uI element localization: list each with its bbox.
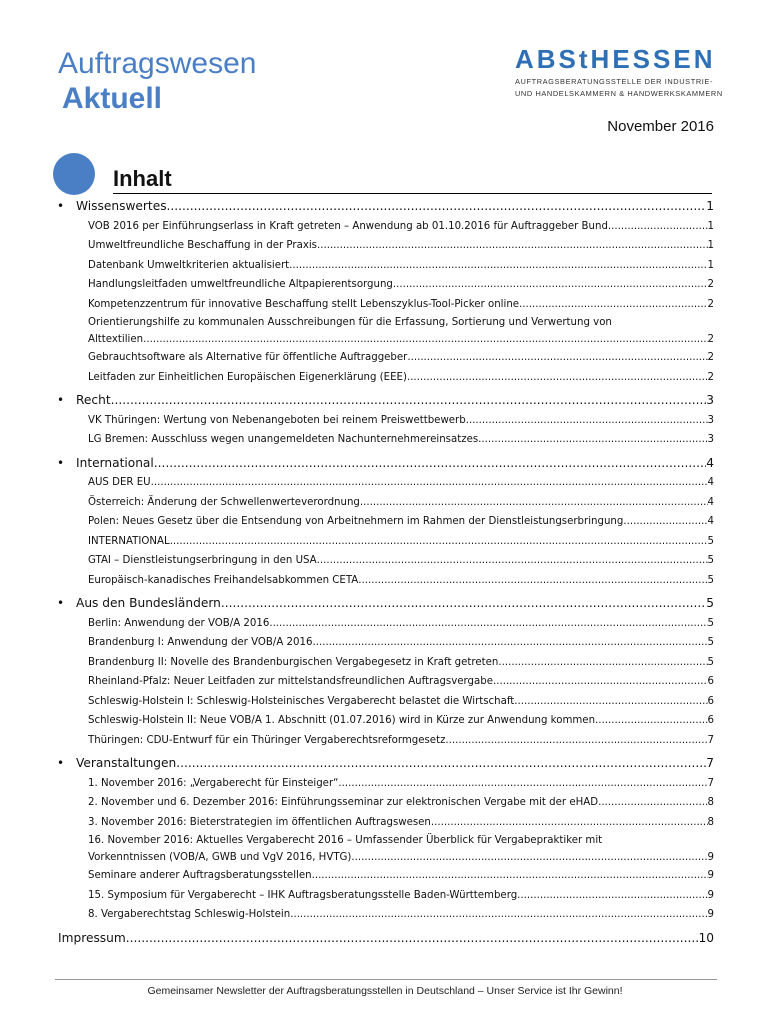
toc-entry-title: 1. November 2016: „Vergaberecht für Einsteiger“: [88, 777, 339, 789]
table-of-contents: [56, 197, 714, 948]
toc-page-number: 7: [707, 734, 714, 746]
toc-item[interactable]: [56, 774, 714, 794]
dot-leader: [143, 331, 707, 348]
toc-entry-title: Brandenburg II: Novelle des Brandenburgischen Vergabegesetz in Kraft getreten: [88, 656, 499, 668]
dot-leader: [269, 614, 707, 634]
toc-entry-title: 15. Symposium für Vergaberecht – IHK Auftragsberatungsstelle Baden-Württemberg: [88, 889, 518, 901]
toc-page-number: 10: [698, 930, 714, 945]
dot-leader: [170, 532, 708, 552]
toc-page-number: 9: [707, 909, 714, 921]
toc-page-number: 5: [707, 574, 714, 586]
toc-item[interactable]: [56, 672, 714, 692]
toc-page-number: 4: [707, 516, 714, 528]
toc-entry-title: Schleswig-Holstein II: Neue VOB/A 1. Abschnitt (01.07.2016) wird in Kürze zur Anwendung kommen: [88, 715, 596, 727]
toc-entry-title: Polen: Neues Gesetz über die Entsendung von Arbeitnehmern im Rahmen der Dienstleistungserbringung: [88, 516, 624, 528]
toc-item[interactable]: [56, 905, 714, 925]
dot-leader: [598, 793, 707, 813]
newsletter-title: Auftragswesen: [58, 47, 257, 80]
toc-item[interactable]: [56, 711, 714, 731]
toc-item-line2: [88, 331, 714, 348]
dot-leader: [317, 236, 708, 256]
toc-page-number: 1: [706, 199, 714, 213]
dot-leader: [312, 633, 707, 653]
bullet-icon: •: [57, 756, 65, 771]
toc-item-multiline[interactable]: [56, 314, 714, 348]
dot-leader: [393, 275, 708, 295]
toc-item[interactable]: [56, 295, 714, 315]
dot-leader: [317, 551, 708, 571]
dot-leader: [595, 711, 707, 731]
toc-entry-title: International: [76, 455, 154, 470]
toc-page-number: 1: [707, 259, 714, 271]
toc-page-number: 6: [707, 695, 714, 707]
toc-item[interactable]: [56, 793, 714, 813]
toc-item[interactable]: [56, 692, 714, 712]
toc-page-number: 2: [707, 352, 714, 364]
toc-entry-title: Europäisch-kanadisches Freihandelsabkommen CETA: [88, 574, 359, 586]
toc-entry-title: Impressum: [58, 930, 126, 945]
toc-entry-title: Berlin: Anwendung der VOB/A 2016: [88, 617, 270, 629]
toc-impressum[interactable]: [56, 929, 714, 948]
toc-page-number: 9: [707, 852, 714, 864]
toc-entry-title: Handlungsleitfaden umweltfreundliche Altpapierentsorgung: [88, 279, 393, 291]
logo-wordmark: ABStHESSEN: [515, 44, 716, 74]
toc-item[interactable]: [56, 217, 714, 237]
toc-page-number: 8: [707, 816, 714, 828]
dot-leader: [154, 454, 706, 474]
toc-item[interactable]: [56, 411, 714, 431]
issue-date: November 2016: [607, 118, 714, 135]
toc-entry-title-line1: 16. November 2016: Aktuelles Vergaberecht 2016 – Umfassender Überblick für Vergabepraktiker mit: [88, 835, 603, 847]
dot-leader: [431, 813, 708, 833]
toc-entry-title: Seminare anderer Auftragsberatungsstellen: [88, 870, 312, 882]
toc-item[interactable]: [56, 256, 714, 276]
toc-entry-title: Aus den Bundesländern: [76, 596, 221, 611]
dot-leader: [445, 731, 707, 751]
bullet-icon: •: [57, 455, 65, 470]
toc-item-multiline[interactable]: [56, 832, 714, 866]
toc-page-number: 2: [707, 371, 714, 383]
toc-entry-title: Umweltfreundliche Beschaffung in der Praxis: [88, 240, 317, 252]
bullet-icon: •: [57, 596, 65, 611]
footer-text: Gemeinsamer Newsletter der Auftragsberatungsstellen in Deutschland – Unser Service ist Ihr Gewinn!: [147, 985, 623, 997]
toc-page-number: 7: [707, 777, 714, 789]
toc-item[interactable]: [56, 368, 714, 388]
dot-leader: [360, 493, 708, 513]
toc-page-number: 5: [707, 637, 714, 649]
toc-item[interactable]: [56, 275, 714, 295]
toc-entry-title-line2: Vorkenntnissen (VOB/A, GWB und VgV 2016, HVTG): [88, 852, 352, 864]
toc-page-number: 5: [706, 596, 714, 611]
abst-hessen-logo: [515, 44, 723, 99]
toc-entry-title-line1: Orientierungshilfe zu kommunalen Ausschreibungen für die Erfassung, Sortierung und Verwertung von: [88, 317, 612, 329]
bullet-icon: •: [57, 393, 65, 408]
dot-leader: [221, 594, 706, 614]
toc-entry-title: Brandenburg I: Anwendung der VOB/A 2016: [88, 637, 313, 649]
toc-page-number: 6: [707, 676, 714, 688]
toc-page-number: 9: [707, 870, 714, 882]
logo-tagline-2: UND HANDELSKAMMERN & HANDWERKSKAMMERN: [515, 89, 723, 98]
toc-page-number: 1: [707, 220, 714, 232]
dot-leader: [151, 473, 708, 493]
toc-heading: Inhalt: [113, 165, 712, 194]
toc-item[interactable]: [56, 653, 714, 673]
toc-entry-title: AUS DER EU: [88, 477, 151, 489]
toc-entry-title: 8. Vergaberechtstag Schleswig-Holstein: [88, 909, 291, 921]
dot-leader: [338, 774, 707, 794]
dot-leader: [519, 295, 707, 315]
toc-entry-title: LG Bremen: Ausschluss wegen unangemeldeten Nachunternehmereinsatzes: [88, 434, 479, 446]
toc-entry-title: Gebrauchtsoftware als Alternative für öffentliche Auftraggeber: [88, 352, 408, 364]
toc-item[interactable]: [56, 731, 714, 751]
dot-leader: [126, 929, 699, 948]
toc-page-number: 6: [707, 715, 714, 727]
toc-page-number: 2: [707, 334, 714, 346]
dot-leader: [111, 391, 707, 411]
toc-item[interactable]: [56, 430, 714, 450]
toc-page-number: 3: [707, 414, 714, 426]
toc-item[interactable]: [56, 532, 714, 552]
toc-entry-title: Leitfaden zur Einheitlichen Europäischen Eigenerklärung (EEE): [88, 371, 407, 383]
toc-page-number: 5: [707, 656, 714, 668]
toc-page-number: 7: [706, 756, 714, 771]
toc-section[interactable]: [56, 391, 714, 411]
dot-leader: [498, 653, 707, 673]
toc-item[interactable]: [56, 633, 714, 653]
toc-section[interactable]: [56, 594, 714, 614]
toc-page-number: 3: [707, 434, 714, 446]
dot-leader: [478, 430, 707, 450]
toc-entry-title: 2. November und 6. Dezember 2016: Einführungsseminar zur elektronischen Vergabe mit der eHAD: [88, 797, 599, 809]
toc-entry-title: INTERNATIONAL: [88, 535, 170, 547]
toc-item[interactable]: [56, 512, 714, 532]
toc-entry-title: VK Thüringen: Wertung von Nebenangeboten bei reinem Preiswettbewerb: [88, 414, 466, 426]
dot-leader: [289, 256, 707, 276]
dot-leader: [358, 571, 707, 591]
dot-leader: [623, 512, 707, 532]
toc-entry-title: Schleswig-Holstein I: Schleswig-Holsteinisches Vergaberecht belastet die Wirtschaft: [88, 695, 515, 707]
toc-entry-title: 3. November 2016: Bieterstrategien im öffentlichen Auftragswesen: [88, 816, 431, 828]
dot-leader: [176, 754, 706, 774]
dot-leader: [608, 217, 708, 237]
toc-item[interactable]: [56, 236, 714, 256]
logo-tagline-1: AUFTRAGSBERATUNGSSTELLE DER INDUSTRIE-: [515, 77, 714, 86]
toc-page-number: 9: [707, 889, 714, 901]
dot-leader: [351, 849, 707, 866]
toc-entry-title: GTAI – Dienstleistungserbringung in den USA: [88, 555, 317, 567]
toc-entry-title: VOB 2016 per Einführungserlass in Kraft getreten – Anwendung ab 01.10.2016 für Auftraggeber Bund: [88, 220, 608, 232]
newsletter-subtitle: Aktuell: [62, 82, 163, 115]
toc-section[interactable]: [56, 454, 714, 474]
toc-item[interactable]: [56, 886, 714, 906]
toc-entry-title: Rheinland-Pfalz: Neuer Leitfaden zur mittelstandsfreundlichen Auftragsvergabe: [88, 676, 493, 688]
toc-item[interactable]: [56, 473, 714, 493]
decorative-circle-icon: [53, 153, 95, 195]
toc-page-number: 4: [707, 496, 714, 508]
toc-page-number: 1: [707, 240, 714, 252]
toc-item[interactable]: [56, 571, 714, 591]
dot-leader: [167, 197, 707, 217]
toc-entry-title: Veranstaltungen: [76, 756, 177, 771]
dot-leader: [517, 886, 707, 906]
dot-leader: [407, 368, 708, 388]
dot-leader: [466, 411, 708, 431]
toc-page-number: 5: [707, 555, 714, 567]
toc-item[interactable]: [56, 348, 714, 368]
toc-section[interactable]: [56, 197, 714, 217]
footer-divider: [55, 979, 717, 980]
toc-entry-title: Datenbank Umweltkriterien aktualisiert: [88, 259, 290, 271]
bullet-icon: •: [57, 199, 65, 213]
toc-section[interactable]: [56, 754, 714, 774]
toc-page-number: 3: [706, 393, 714, 408]
dot-leader: [493, 672, 708, 692]
toc-page-number: 2: [707, 298, 714, 310]
dot-leader: [312, 866, 708, 886]
toc-item[interactable]: [56, 614, 714, 634]
dot-leader: [407, 348, 707, 368]
toc-item-line2: [88, 849, 714, 866]
toc-page-number: 5: [707, 617, 714, 629]
toc-entry-title-line2: Alttextilien: [88, 334, 144, 346]
toc-entry-title: Thüringen: CDU-Entwurf für ein Thüringer Vergaberechtsreformgesetz: [88, 734, 446, 746]
toc-page-number: 8: [707, 797, 714, 809]
toc-item[interactable]: [56, 493, 714, 513]
dot-leader: [290, 905, 707, 925]
dot-leader: [514, 692, 707, 712]
toc-item[interactable]: [56, 813, 714, 833]
toc-page-number: 5: [707, 535, 714, 547]
toc-entry-title: Kompetenzzentrum für innovative Beschaffung stellt Lebenszyklus-Tool-Picker online: [88, 298, 520, 310]
toc-page-number: 4: [707, 477, 714, 489]
toc-page-number: 2: [707, 279, 714, 291]
toc-entry-title: Recht: [76, 393, 111, 408]
toc-item[interactable]: [56, 866, 714, 886]
toc-item[interactable]: [56, 551, 714, 571]
toc-entry-title: Österreich: Änderung der Schwellenwerteverordnung: [88, 496, 360, 508]
toc-page-number: 4: [706, 455, 714, 470]
toc-entry-title: Wissenswertes: [76, 199, 167, 213]
